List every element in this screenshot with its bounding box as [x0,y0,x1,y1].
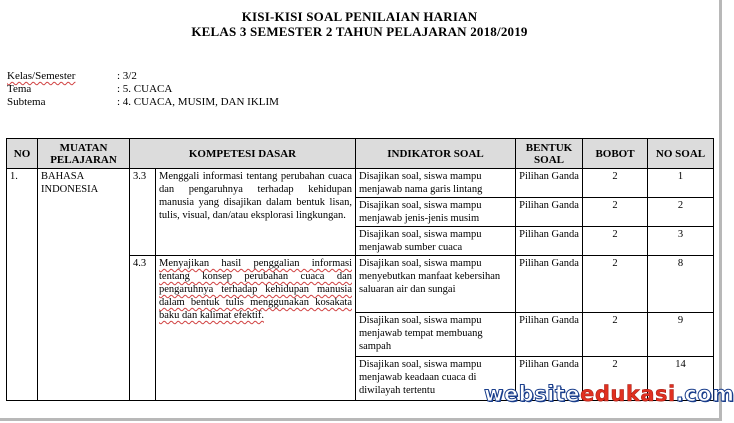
bobot-cell: 2 [583,227,648,256]
muatan-pelajaran: BAHASA INDONESIA [38,169,130,401]
header-bobot: BOBOT [583,139,648,169]
bentuk-cell: Pilihan Ganda [516,198,583,227]
no-soal-cell: 3 [648,227,714,256]
header-kompetensi: KOMPETESI DASAR [130,139,356,169]
kd-text-4-3: Menyajikan hasil penggalian informasi tentang konsep perubahan cuaca dan pengaruhnya terhadap kehidupan manusia dalam bentuk tulis menggunakan kosakata baku dan kalimat efektif. [156,256,356,401]
meta-tema-label: Tema [7,83,32,95]
no-soal-cell: 8 [648,256,714,313]
bentuk-cell: Pilihan Ganda [516,227,583,256]
table-header-row [7,139,714,169]
document-subtitle: KELAS 3 SEMESTER 2 TAHUN PELAJARAN 2018/2019 [191,24,528,39]
no-soal-cell: 9 [648,313,714,357]
indikator-cell: Disajikan soal, siswa mampu menjawab tempat membuang sampah [356,313,516,357]
meta-kelas [7,70,137,83]
indikator-cell: Disajikan soal, siswa mampu menjawab keadaan cuaca di diwilayah tertentu [356,357,516,401]
bobot-cell: 2 [583,169,648,198]
meta-tema-value: : 5. CUACA [117,83,173,95]
meta-subtema-label: Subtema [7,96,46,108]
header-indikator: INDIKATOR SOAL [356,139,516,169]
row-number: 1. [7,169,38,401]
watermark-part-website: website [484,382,581,406]
kd-text-3-3: Menggali informasi tentang perubahan cuaca dan pengaruhnya terhadap kehidupan manusia yang disajikan dalam bentuk lisan, tulis, visual, dan/atau eksplorasi lingkungan. [156,169,356,256]
bentuk-cell: Pilihan Ganda [516,357,583,401]
meta-tema [7,83,172,96]
bobot-cell: 2 [583,198,648,227]
table-row [7,169,714,198]
bobot-cell: 2 [583,313,648,357]
indikator-cell: Disajikan soal, siswa mampu menjawab nama garis lintang [356,169,516,198]
meta-subtema [7,96,279,109]
indikator-cell: Disajikan soal, siswa mampu menjawab jenis-jenis musim [356,198,516,227]
watermark-part-edukasi: edukasi [580,382,676,406]
indikator-cell: Disajikan soal, siswa mampu menyebutkan manfaat kebersihan saluaran air dan sungai [356,256,516,313]
kd-code-4-3: 4.3 [130,256,156,401]
no-soal-cell: 14 [648,357,714,401]
no-soal-cell: 2 [648,198,714,227]
header-bentuk: BENTUK SOAL [516,139,583,169]
meta-kelas-value: : 3/2 [117,70,137,82]
kisi-kisi-table [6,138,714,401]
bentuk-cell: Pilihan Ganda [516,169,583,198]
kd-code-3-3: 3.3 [130,169,156,256]
watermark-part-com: .com [675,382,734,406]
header-muatan: MUATAN PELAJARAN [38,139,130,169]
indikator-cell: Disajikan soal, siswa mampu menjawab sumber cuaca [356,227,516,256]
bobot-cell: 2 [583,256,648,313]
header-no: NO [7,139,38,169]
no-soal-cell: 1 [648,169,714,198]
meta-kelas-label: Kelas/Semester [7,70,76,82]
header-no-soal: NO SOAL [648,139,714,169]
bentuk-cell: Pilihan Ganda [516,256,583,313]
watermark-logo [484,382,734,406]
document-title: KISI-KISI SOAL PENILAIAN HARIAN [241,9,478,24]
bentuk-cell: Pilihan Ganda [516,313,583,357]
bobot-cell: 2 [583,357,648,401]
meta-subtema-value: : 4. CUACA, MUSIM, DAN IKLIM [117,96,279,108]
